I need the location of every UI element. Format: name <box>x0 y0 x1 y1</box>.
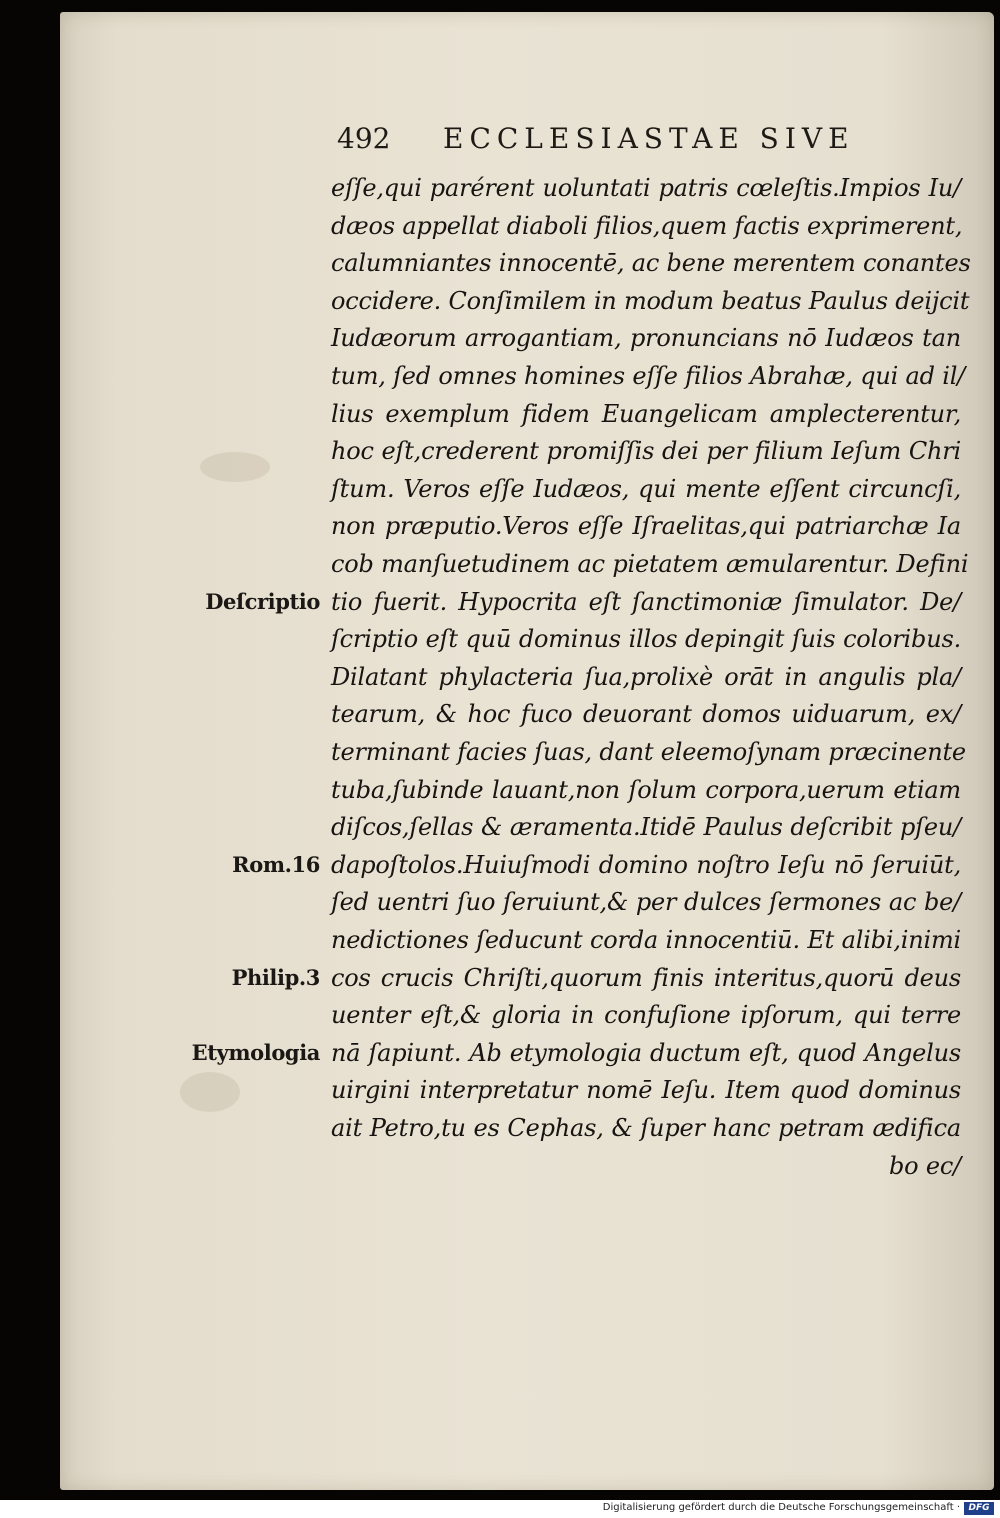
text-line: non præputio.Veros eſſe Iſraelitas,qui patriarchæ Ia <box>331 512 961 541</box>
text-line: cos crucis Chriſti,quorum finis interitus,quorū deus <box>331 963 961 992</box>
running-head: ECCLESIASTAE SIVE <box>443 122 855 155</box>
text-line: nā ſapiunt. Ab etymologia ductum eſt, quod Angelus <box>331 1038 961 1067</box>
text-line: lius exemplum fidem Euangelicam amplecterentur, <box>331 399 961 428</box>
text-line: eſſe,qui parérent uoluntati patris cœleſtis.Impios Iu/ <box>331 174 961 202</box>
text-line: dæos appellat diaboli filios,quem factis exprimerent, <box>331 211 963 240</box>
page-stain <box>200 452 270 482</box>
margin-note: Etymologia <box>191 1039 320 1065</box>
text-line: uenter eſt,& gloria in confuſione ipſorum, qui terre <box>331 1001 961 1030</box>
text-line: ſed uentri ſuo ſeruiunt,& per dulces ſermones ac be/ <box>331 888 961 917</box>
text-line: dapoſtolos.Huiuſmodi domino noſtro Ieſu nō ſeruiūt, <box>331 850 961 879</box>
text-line: Iudæorum arrogantiam, pronuncians nō Iudæos tan <box>331 324 961 353</box>
dfg-logo: DFG <box>964 1502 994 1515</box>
text-line: tearum, & hoc fuco deuorant domos uiduarum, ex/ <box>331 700 961 729</box>
text-line: calumniantes innocentē, ac bene merentem conantes <box>331 249 971 278</box>
margin-note: Rom.16 <box>232 851 320 877</box>
text-line: ſtum. Veros eſſe Iudæos, qui mente eſſent circuncſi, <box>331 474 961 503</box>
margin-note: Deſcriptio <box>205 588 320 614</box>
text-line: Dilatant phylacteria ſua,prolixè orāt in angulis pla/ <box>331 662 961 691</box>
text-line: diſcos,ſellas & æramenta.Itidē Paulus deſcribit pſeu/ <box>331 813 961 842</box>
page-header <box>337 122 927 162</box>
margin-note: Philip.3 <box>231 964 320 990</box>
page-stain <box>180 1072 240 1112</box>
text-line: tum, ſed omnes homines eſſe filios Abrahæ, qui ad il/ <box>331 362 966 390</box>
text-line: cob manſuetudinem ac pietatem æmularentur. Defini <box>331 550 969 578</box>
text-line: tuba,ſubinde lauant,non ſolum corpora,uerum etiam <box>331 775 961 804</box>
text-line: ſcriptio eſt quū dominus illos depingit ſuis coloribus. <box>331 625 961 654</box>
text-line: ait Petro,tu es Cephas, & ſuper hanc petram ædifica <box>331 1114 961 1142</box>
page-number: 492 <box>337 122 391 155</box>
text-line: occidere. Conſimilem in modum beatus Paulus deijcit <box>331 286 970 315</box>
text-line: terminant facies ſuas, dant eleemoſynam præcinente <box>331 738 966 766</box>
text-line: nedictiones ſeducunt corda innocentiū. Et alibi,inimi <box>331 926 961 954</box>
text-line: bo ec/ <box>889 1151 961 1180</box>
text-line: uirgini interpretatur nomē Ieſu. Item quod dominus <box>331 1076 961 1105</box>
text-line: tio fuerit. Hypocrita eſt ſanctimoniæ ſimulator. De/ <box>331 587 961 616</box>
footer-bar <box>0 1500 1000 1518</box>
text-line: hoc eſt,crederent promiſſis dei per filium Ieſum Chri <box>331 437 961 466</box>
funding-notice: Digitalisierung gefördert durch die Deutsche Forschungsgemeinschaft · <box>602 1502 960 1513</box>
